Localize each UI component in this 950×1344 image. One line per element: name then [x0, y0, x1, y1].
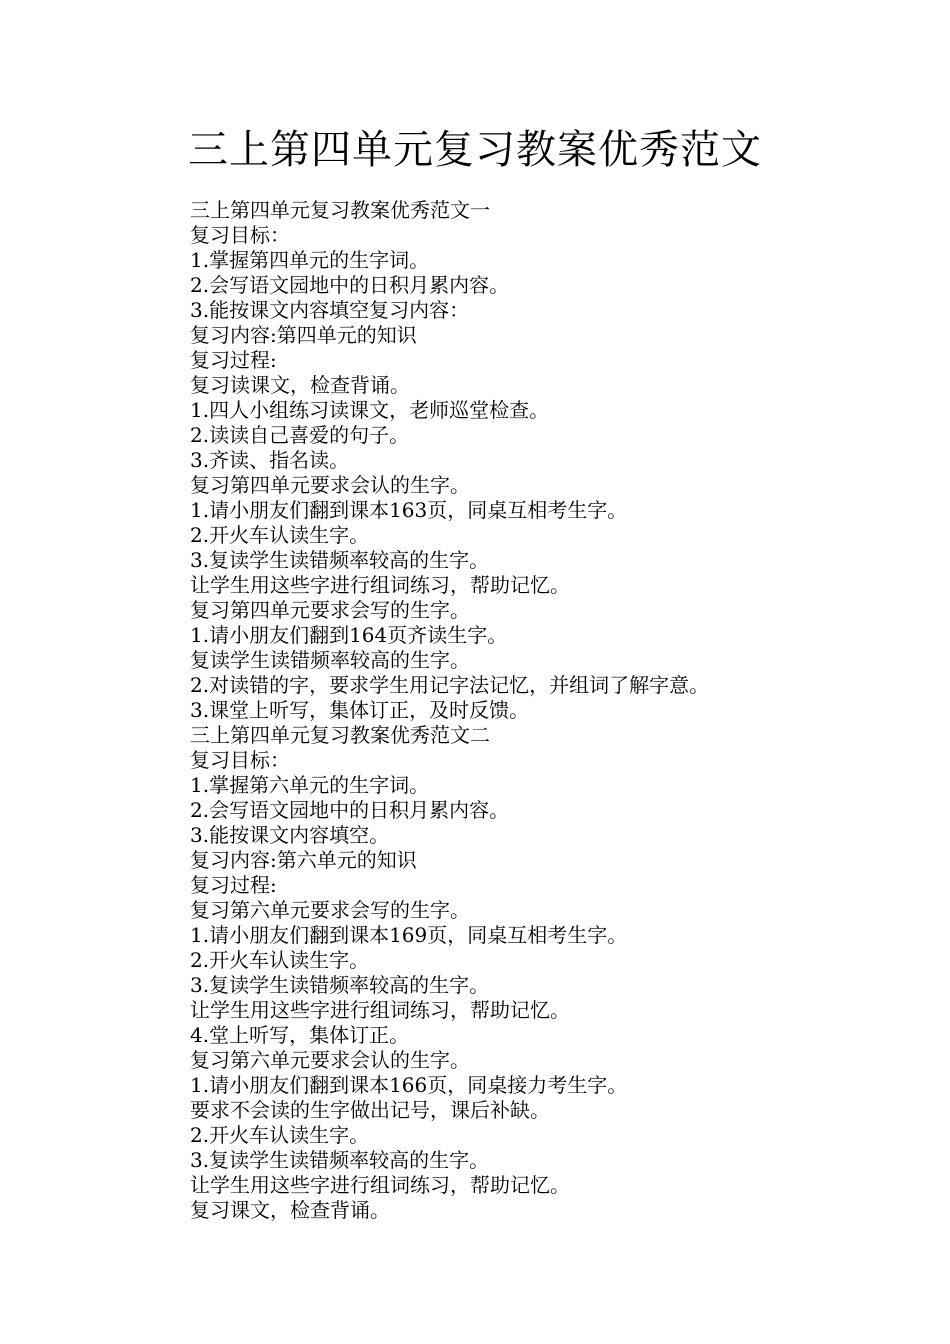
document-line: 1.请小朋友们翻到课本169页，同桌互相考生字。	[190, 923, 628, 947]
document-line: 让学生用这些字进行组词练习，帮助记忆。	[190, 998, 570, 1022]
document-line: 3.能按课文内容填空。	[190, 823, 390, 847]
document-line: 复习第四单元要求会认的生字。	[190, 473, 470, 497]
document-line: 复习内容:第六单元的知识	[190, 848, 417, 872]
document-line: 2.开火车认读生字。	[190, 948, 370, 972]
document-line: 复习目标：	[190, 748, 290, 772]
document-line: 1.掌握第六单元的生字词。	[190, 773, 430, 797]
document-line: 让学生用这些字进行组词练习，帮助记忆。	[190, 1173, 570, 1197]
document-line: 2.会写语文园地中的日积月累内容。	[190, 273, 510, 297]
document-line: 要求不会读的生字做出记号，课后补缺。	[190, 1098, 550, 1122]
document-line: 复习过程:	[190, 348, 277, 372]
document-line: 复习课文，检查背诵。	[190, 1198, 390, 1222]
document-title: 三上第四单元复习教案优秀范文	[188, 127, 762, 173]
document-line: 1.四人小组练习读课文，老师巡堂检查。	[190, 398, 550, 422]
document-line: 复习读课文，检查背诵。	[190, 373, 410, 397]
document-line: 复习内容:第四单元的知识	[190, 323, 417, 347]
document-line: 复读学生读错频率较高的生字。	[190, 648, 470, 672]
document-line: 三上第四单元复习教案优秀范文一	[190, 198, 490, 222]
document-line: 1.掌握第四单元的生字词。	[190, 248, 430, 272]
document-line: 2.会写语文园地中的日积月累内容。	[190, 798, 510, 822]
document-line: 4.堂上听写，集体订正。	[190, 1023, 410, 1047]
document-line: 复习第六单元要求会认的生字。	[190, 1048, 470, 1072]
document-line: 3.能按课文内容填空复习内容：	[190, 298, 470, 322]
document-line: 2.读读自己喜爱的句子。	[190, 423, 410, 447]
document-line: 复习第四单元要求会写的生字。	[190, 598, 470, 622]
document-line: 3.复读学生读错频率较高的生字。	[190, 973, 490, 997]
document-line: 复习目标：	[190, 223, 290, 247]
document-line: 1.请小朋友们翻到课本163页，同桌互相考生字。	[190, 498, 628, 522]
document-line: 2.开火车认读生字。	[190, 1123, 370, 1147]
document-line: 3.复读学生读错频率较高的生字。	[190, 1148, 490, 1172]
document-line: 3.复读学生读错频率较高的生字。	[190, 548, 490, 572]
document-line: 2.开火车认读生字。	[190, 523, 370, 547]
document-line: 三上第四单元复习教案优秀范文二	[190, 723, 490, 747]
document-line: 让学生用这些字进行组词练习，帮助记忆。	[190, 573, 570, 597]
document-body	[190, 198, 890, 1223]
document-line: 复习过程:	[190, 873, 277, 897]
document-line: 复习第六单元要求会写的生字。	[190, 898, 470, 922]
document-line: 2.对读错的字，要求学生用记字法记忆，并组词了解字意。	[190, 673, 710, 697]
document-line: 3.齐读、指名读。	[190, 448, 350, 472]
document-line: 3.课堂上听写，集体订正，及时反馈。	[190, 698, 530, 722]
document-line: 1.请小朋友们翻到164页齐读生字。	[190, 623, 508, 647]
document-line: 1.请小朋友们翻到课本166页，同桌接力考生字。	[190, 1073, 628, 1097]
